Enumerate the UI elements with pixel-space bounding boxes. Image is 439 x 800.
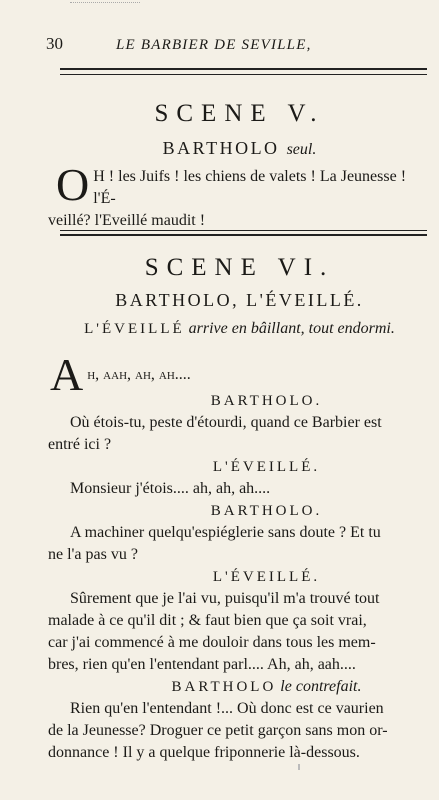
dialogue-line: A machiner quelqu'espiéglerie sans doute ? Et tu: [70, 524, 381, 541]
dialogue-line: entré ici ?: [48, 436, 112, 453]
dialogue-line: donnance ! Il y a quelque friponnerie là-dessous.: [48, 744, 360, 761]
page-header: [46, 34, 421, 54]
dialogue-line: Sûrement que je l'ai vu, puisqu'il m'a trouvé tout: [70, 590, 380, 607]
dialogue-line: h, aah, ah, ah....: [87, 366, 191, 383]
page-edge-mark: [70, 2, 140, 9]
speaker-label: BARTHOLO.: [210, 393, 323, 409]
dialogue-line: Monsieur j'étois.... ah, ah, ah....: [70, 480, 271, 497]
dialogue-block-1: [48, 349, 425, 400]
speaker-label: BARTHOLO.: [210, 503, 323, 519]
scene6-dialogue: [48, 349, 425, 764]
dialogue-line: de la Jeunesse? Droguer ce petit garçon sans mon or-: [48, 722, 388, 739]
speaker-label: L'ÉVEILLÉ.: [212, 459, 321, 475]
running-title: LE BARBIER DE SEVILLE,: [116, 37, 312, 53]
stage-text: arrive en bâillant, tout endormi.: [188, 320, 395, 337]
dialogue-line: car j'ai commencé à me douloir dans tous les mem-: [48, 634, 376, 651]
dialogue-line: ne l'a pas vu ?: [48, 546, 138, 563]
page-number: 30: [46, 34, 63, 53]
scene5-dropcap: O: [56, 159, 90, 210]
scene6-dropcap: A: [50, 349, 84, 400]
dialogue-line: bres, rien qu'en l'entendant parl.... Ah, ah, aah....: [48, 656, 356, 673]
scene5-speech: [48, 159, 425, 232]
paper-speck: [298, 764, 300, 770]
scene5-line-2: veillé? l'Eveillé maudit !: [48, 212, 206, 229]
scene-divider: [60, 230, 427, 236]
dialogue-line: Où étois-tu, peste d'étourdi, quand ce Barbier est: [70, 414, 382, 431]
scene6-title: SCENE VI.: [144, 254, 335, 281]
dialogue-line: Rien qu'en l'entendant !... Où donc est ce vaurien: [70, 700, 384, 717]
scene6-stage-direction: [40, 320, 439, 338]
speaker-direction: le contrefait.: [280, 678, 362, 695]
stage-character: L'ÉVEILLÉ: [84, 321, 185, 337]
scene5-line-1: H ! les Juifs ! les chiens de valets ! La Jeunesse ! l'É-: [93, 168, 407, 207]
scene5-character-name: BARTHOLO: [162, 138, 280, 158]
scene6-characters: BARTHOLO, L'ÉVEILLÉ.: [115, 290, 364, 310]
scene5-title: SCENE V.: [154, 100, 325, 127]
speaker-label: L'ÉVEILLÉ.: [212, 569, 321, 585]
dialogue-line: malade à ce qu'il dit ; & faut bien que ça soit vrai,: [48, 612, 367, 629]
speaker-label: BARTHOLO: [171, 679, 277, 695]
speaker-label-with-direction: [48, 676, 425, 698]
top-rule: [60, 68, 427, 75]
scene5-direction: seul.: [286, 141, 317, 158]
scene5-character: [40, 138, 439, 159]
